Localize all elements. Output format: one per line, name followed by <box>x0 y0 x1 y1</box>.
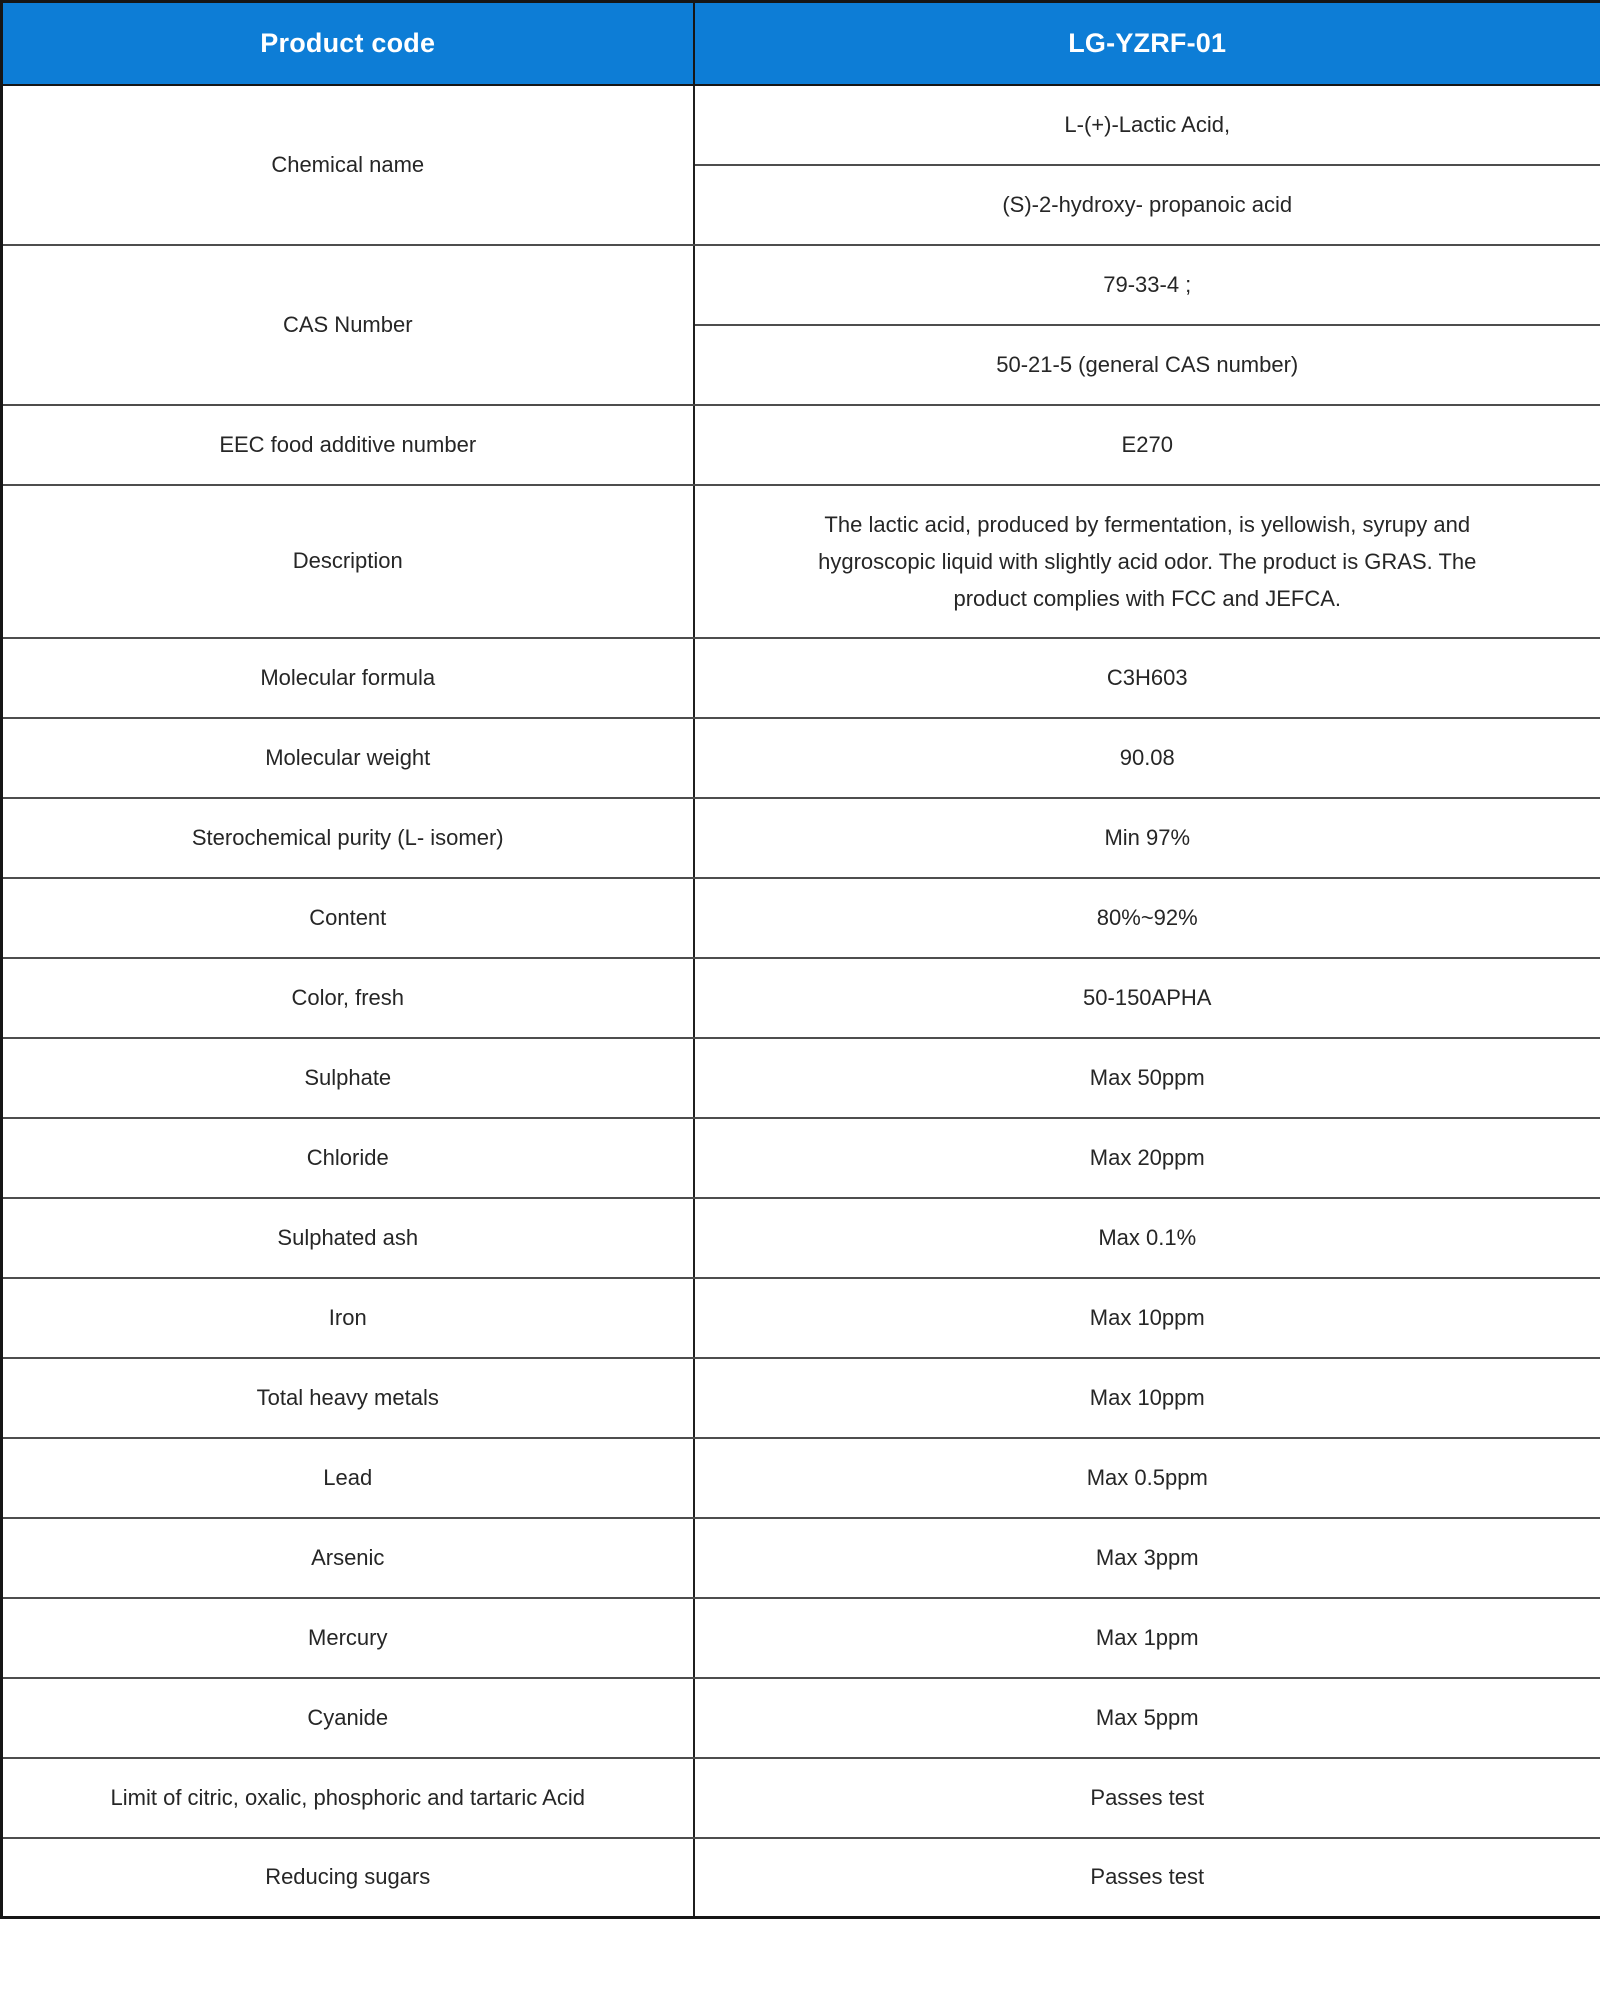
spec-label-cell: Lead <box>2 1438 694 1518</box>
spec-value-cell: Min 97% <box>694 798 1600 878</box>
spec-value-cell: Max 10ppm <box>694 1358 1600 1438</box>
spec-row <box>2 485 1600 638</box>
spec-label-cell: Sulphated ash <box>2 1198 694 1278</box>
spec-label-cell: Reducing sugars <box>2 1838 694 1918</box>
spec-value-cell: Passes test <box>694 1758 1600 1838</box>
spec-label-cell: Total heavy metals <box>2 1358 694 1438</box>
spec-label-cell: Sulphate <box>2 1038 694 1118</box>
header-product-code-value: LG-YZRF-01 <box>694 2 1600 85</box>
spec-value-cell: Max 20ppm <box>694 1118 1600 1198</box>
spec-row <box>2 1278 1600 1358</box>
spec-value-cell: Max 5ppm <box>694 1678 1600 1758</box>
spec-row <box>2 1838 1600 1918</box>
spec-row <box>2 1678 1600 1758</box>
spec-label-cell: Sterochemical purity (L- isomer) <box>2 798 694 878</box>
spec-row <box>2 1518 1600 1598</box>
spec-table-body <box>2 85 1600 1918</box>
spec-label-cell: CAS Number <box>2 245 694 405</box>
spec-label-cell: Description <box>2 485 694 638</box>
header-row <box>2 2 1600 85</box>
spec-label-cell: Limit of citric, oxalic, phosphoric and tartaric Acid <box>2 1758 694 1838</box>
spec-row <box>2 245 1600 325</box>
spec-value-cell: Max 0.5ppm <box>694 1438 1600 1518</box>
spec-row <box>2 1198 1600 1278</box>
spec-label-cell: Molecular formula <box>2 638 694 718</box>
spec-value-cell: (S)-2-hydroxy- propanoic acid <box>694 165 1600 245</box>
spec-label-cell: Arsenic <box>2 1518 694 1598</box>
spec-row <box>2 85 1600 165</box>
spec-label-cell: Iron <box>2 1278 694 1358</box>
spec-label-cell: Mercury <box>2 1598 694 1678</box>
spec-value-cell: Max 10ppm <box>694 1278 1600 1358</box>
spec-value-cell: Max 1ppm <box>694 1598 1600 1678</box>
spec-row <box>2 405 1600 485</box>
spec-value-cell: 50-150APHA <box>694 958 1600 1038</box>
spec-row <box>2 958 1600 1038</box>
spec-row <box>2 1038 1600 1118</box>
spec-label-cell: Molecular weight <box>2 718 694 798</box>
spec-value-cell: 90.08 <box>694 718 1600 798</box>
spec-row <box>2 1598 1600 1678</box>
spec-value-cell: C3H603 <box>694 638 1600 718</box>
spec-row <box>2 798 1600 878</box>
spec-row <box>2 878 1600 958</box>
spec-value-cell: L-(+)-Lactic Acid, <box>694 85 1600 165</box>
spec-label-cell: Content <box>2 878 694 958</box>
spec-row <box>2 1118 1600 1198</box>
spec-label-cell: Chemical name <box>2 85 694 245</box>
spec-value-cell: Max 50ppm <box>694 1038 1600 1118</box>
spec-value-paragraph: The lactic acid, produced by fermentation, is yellowish, syrupy and hygroscopic liquid with slightly acid odor. The product is GRAS. The product complies with FCC and JEFCA. <box>818 511 1477 611</box>
spec-row <box>2 1358 1600 1438</box>
spec-value-cell: 79-33-4 ; <box>694 245 1600 325</box>
spec-label-cell: EEC food additive number <box>2 405 694 485</box>
header-product-code-label: Product code <box>2 2 694 85</box>
spec-value-cell: Max 0.1% <box>694 1198 1600 1278</box>
spec-label-cell: Chloride <box>2 1118 694 1198</box>
spec-value-cell: Passes test <box>694 1838 1600 1918</box>
spec-value-cell: E270 <box>694 405 1600 485</box>
spec-value-cell: 50-21-5 (general CAS number) <box>694 325 1600 405</box>
spec-row <box>2 638 1600 718</box>
spec-value-cell: 80%~92% <box>694 878 1600 958</box>
spec-row <box>2 718 1600 798</box>
spec-value-cell <box>694 485 1600 638</box>
spec-label-cell: Cyanide <box>2 1678 694 1758</box>
spec-row <box>2 1438 1600 1518</box>
spec-row <box>2 1758 1600 1838</box>
spec-label-cell: Color, fresh <box>2 958 694 1038</box>
spec-value-cell: Max 3ppm <box>694 1518 1600 1598</box>
